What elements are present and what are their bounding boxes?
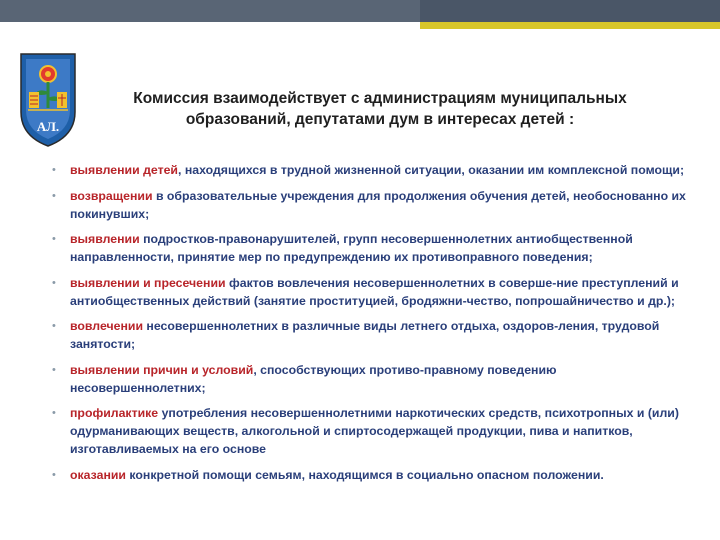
coat-of-arms-icon xyxy=(17,52,79,148)
list-item xyxy=(52,466,692,484)
highlight-text: вовлечении xyxy=(70,319,144,333)
slide-title xyxy=(100,88,660,130)
list-item xyxy=(52,317,692,353)
list-item xyxy=(52,230,692,266)
bullet-icon: • xyxy=(52,233,56,245)
bullet-icon: • xyxy=(52,363,56,376)
bullet-icon: • xyxy=(52,407,56,419)
highlight-text: выявлении причин и условий xyxy=(70,362,254,377)
bullet-icon: • xyxy=(52,468,56,481)
title-line-2: образований, депутатами дум в интересах детей : xyxy=(185,111,575,128)
highlight-text: выявлении xyxy=(70,232,140,246)
item-text: фактов вовлечения несовершеннолетних в соверше-ние преступлений и антиобщественных действий (занятие проституцией, бродяжни-чество, попрошайничество и др.); xyxy=(70,275,679,308)
highlight-text: возвращении xyxy=(70,188,153,203)
accent-stripe-gap xyxy=(0,22,420,29)
item-text: конкретной помощи семьям, находящимся в социально опасном положении. xyxy=(126,467,604,482)
item-text: , способствующих противо-правному поведению несовершеннолетних; xyxy=(70,362,557,395)
top-bar-right xyxy=(420,0,720,22)
list-item xyxy=(52,404,692,458)
highlight-text: оказании xyxy=(70,467,126,482)
bullet-icon: • xyxy=(52,276,56,289)
item-text: в образовательные учреждения для продолжения обучения детей, необоснованно их покинувших; xyxy=(70,188,686,221)
list-item xyxy=(52,361,692,397)
title-line-1: Комиссия взаимодействует с администрациям муниципальных xyxy=(133,90,627,107)
item-text: несовершеннолетних в различные виды летнего отдыха, оздоров-ления, трудовой занятости; xyxy=(70,319,660,351)
highlight-text: выявлении и пресечении xyxy=(70,275,226,290)
bullet-list xyxy=(52,161,692,491)
bullet-icon: • xyxy=(52,320,56,332)
item-text: употребления несовершеннолетними наркотических средств, психотропных и (или) одурманивающих веществ, алкогольной и спиртосодержащей продукции, пива и напитков, изготавливаемых на его основе xyxy=(70,406,679,456)
bullet-icon: • xyxy=(52,164,56,176)
item-text: , находящихся в трудной жизненной ситуации, оказании им комплексной помощи; xyxy=(178,163,685,177)
crest-letters: АЛ. xyxy=(36,119,60,134)
list-item xyxy=(52,161,692,179)
highlight-text: выявлении детей xyxy=(70,163,178,177)
list-item xyxy=(52,274,692,310)
bullet-icon: • xyxy=(52,189,56,202)
item-text: подростков-правонарушителей, групп несовершеннолетних антиобщественной направленности, принятие мер по предупреждению их противоправного поведения; xyxy=(70,232,633,264)
highlight-text: профилактике xyxy=(70,406,159,420)
list-item xyxy=(52,187,692,223)
